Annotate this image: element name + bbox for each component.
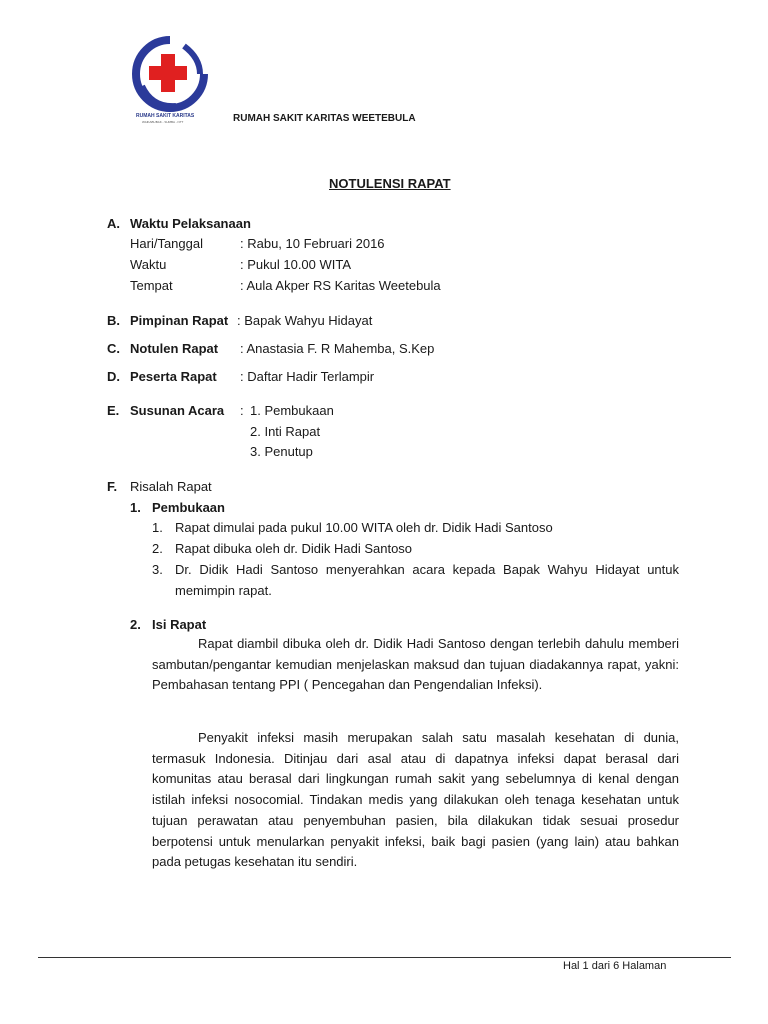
subsection-2-marker: 2. [130, 617, 141, 632]
section-e-marker: E. [107, 403, 120, 418]
place-label: Tempat [130, 278, 173, 293]
list-item: Dr. Didik Hadi Santoso menyerahkan acara kepada Bapak Wahyu Hidayat untuk [175, 562, 679, 577]
subsection-1-heading: Pembukaan [152, 500, 225, 515]
section-b-marker: B. [107, 313, 120, 328]
hospital-logo [130, 36, 210, 114]
agenda-item: 2. Inti Rapat [250, 424, 321, 439]
section-c-heading: Notulen Rapat [130, 341, 219, 356]
footer-divider [38, 957, 731, 958]
section-c-marker: C. [107, 341, 120, 356]
section-d-heading: Peserta Rapat [130, 369, 217, 384]
list-item-number: 1. [152, 520, 163, 535]
list-item-number: 3. [152, 562, 163, 577]
page-number: Hal 1 dari 6 Halaman [563, 960, 667, 972]
logo-subcaption: WAIKABUBAK - SUMBA - NTT [142, 120, 184, 124]
time-value: : Pukul 10.00 WITA [240, 257, 352, 272]
section-a-heading: Waktu Pelaksanaan [130, 216, 251, 231]
section-e-colon: : [240, 403, 244, 418]
section-c-value: : Anastasia F. R Mahemba, S.Kep [240, 341, 435, 356]
subsection-1-marker: 1. [130, 500, 141, 515]
list-item-continuation: memimpin rapat. [175, 583, 272, 598]
page-title: NOTULENSI RAPAT [329, 176, 451, 191]
section-f-marker: F. [107, 479, 118, 494]
paragraph-1: Rapat diambil dibuka oleh dr. Didik Hadi Santoso dengan terlebih dahulu memberi sambutan/pengantar kemudian menjelaskan maksud dan tujuan diadakannya rapat, yakni: Pembahasan tentang PPI ( Pencegahan dan Pengendalian Infeksi). [152, 636, 679, 693]
section-e-heading: Susunan Acara [130, 403, 225, 418]
section-a-marker: A. [107, 216, 120, 231]
section-b-heading: Pimpinan Rapat [130, 313, 229, 328]
place-value: : Aula Akper RS Karitas Weetebula [240, 278, 441, 293]
subsection-2-heading: Isi Rapat [152, 617, 207, 632]
list-item-number: 2. [152, 541, 163, 556]
agenda-item: 3. Penutup [250, 444, 313, 459]
hospital-name: RUMAH SAKIT KARITAS WEETEBULA [233, 113, 416, 124]
date-label: Hari/Tanggal [130, 236, 203, 251]
section-d-value: : Daftar Hadir Terlampir [240, 369, 375, 384]
paragraph-2: Penyakit infeksi masih merupakan salah satu masalah kesehatan di dunia, termasuk Indonesia. Ditinjau dari asal atau di dapatnya infeksi dapat berasal dari komunitas atau berasal dari lingkungan rumah sakit yang sebelumnya di kenal dengan istilah infeksi nosocomial. Tindakan medis yang dilakukan oleh tenaga kesehatan untuk tujuan perawatan atau penyembuhan pasien, bila dilakukan tidak sesuai prosedur berpotensi untuk menularkan penyakit infeksi, baik bagi pasien (yang lain) atau bahkan pada petugas kesehatan itu sendiri. [152, 730, 679, 870]
agenda-item: 1. Pembukaan [250, 403, 334, 418]
list-item: Rapat dibuka oleh dr. Didik Hadi Santoso [175, 541, 413, 556]
date-value: : Rabu, 10 Februari 2016 [240, 236, 385, 251]
section-f-heading: Risalah Rapat [130, 479, 212, 494]
time-label: Waktu [130, 257, 167, 272]
section-d-marker: D. [107, 369, 120, 384]
logo-caption: RUMAH SAKIT KARITAS [136, 113, 195, 119]
section-b-value: : Bapak Wahyu Hidayat [237, 313, 373, 328]
hospital-logo-icon [130, 36, 210, 114]
list-item: Rapat dimulai pada pukul 10.00 WITA oleh dr. Didik Hadi Santoso [175, 520, 553, 535]
